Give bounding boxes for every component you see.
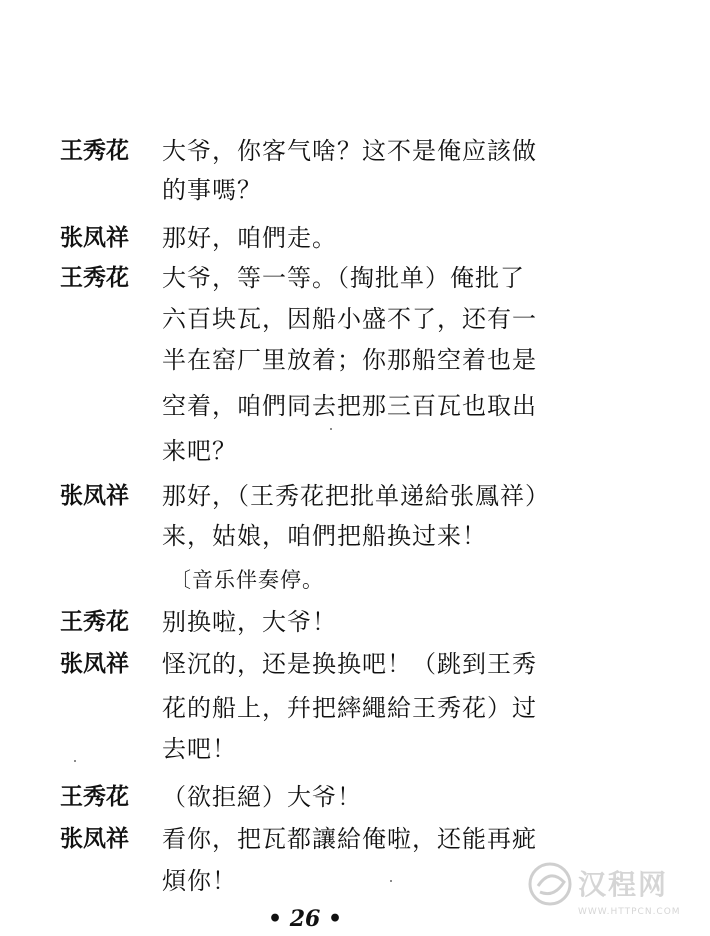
page-number: • 26 • [267,906,343,932]
dialogue-line: 煩你！ [162,867,237,895]
watermark-logo-icon [520,852,700,922]
speaker-name: 王秀花 [60,609,129,635]
dialogue-line: 空着，咱們同去把那三百瓦也取出 [162,392,537,420]
dialogue-line: 的事嗎？ [162,176,262,204]
scan-speck [330,428,332,430]
speaker-name: 张凤祥 [60,225,129,251]
dialogue-line: 花的船上，幷把繂繩給王秀花）过 [162,694,537,722]
dialogue-line: 看你，把瓦都讓給俺啦，还能再疵 [162,825,537,853]
dialogue-line: 那好，（王秀花把批单递給张鳳祥） [162,482,550,510]
watermark [520,852,700,922]
dialogue-line: 来吧？ [162,437,237,465]
watermark-title: 汉程网 [578,868,669,901]
dialogue-line: 去吧！ [162,735,237,763]
stage-direction: 〔音乐伴奏停。 [170,568,324,592]
dialogue-line: 六百块瓦，因船小盛不了，还有一 [162,305,537,333]
dialogue-line: 别换啦，大爷！ [162,608,337,636]
dialogue-line: 怪沉的，还是换换吧！（跳到王秀 [162,650,537,678]
watermark-url: WWW.HTTPCN.COM [578,907,681,917]
speaker-name: 王秀花 [60,784,129,810]
speaker-name: 张凤祥 [60,651,129,677]
speaker-name: 王秀花 [60,138,129,164]
scan-speck [390,880,392,882]
dialogue-line: 来，姑娘，咱們把船换过来！ [162,522,487,550]
dialogue-line: 大爷，等一等。（掏批单）俺批了 [162,264,525,292]
scan-speck [74,760,76,762]
speaker-name: 张凤祥 [60,826,129,852]
speaker-name: 王秀花 [60,265,129,291]
dialogue-line: 那好，咱們走。 [162,224,337,252]
dialogue-line: （欲拒絕）大爷！ [162,783,362,811]
dialogue-line: 半在窑厂里放着；你那船空着也是 [162,346,537,374]
dialogue-line: 大爷，你客气啥？这不是俺应該做 [162,137,537,165]
speaker-name: 张凤祥 [60,483,129,509]
